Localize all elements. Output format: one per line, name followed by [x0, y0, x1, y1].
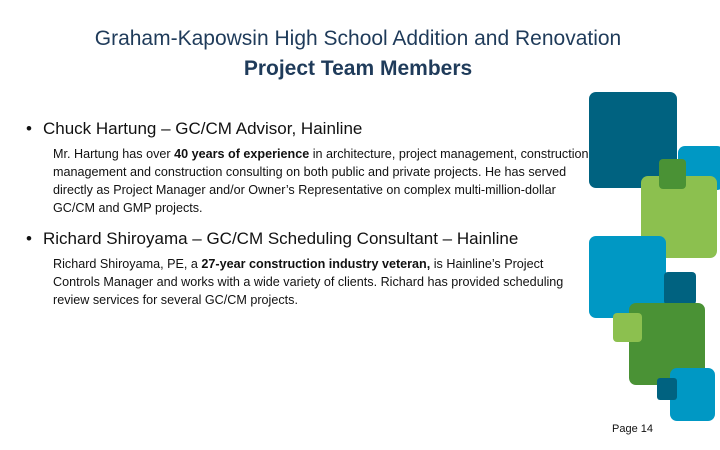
text: Mr. Hartung has over [53, 147, 175, 161]
member-description [53, 255, 593, 309]
square-decoration [657, 378, 677, 400]
square-decoration [613, 313, 642, 342]
bullet-icon: • [26, 229, 32, 248]
bullet-icon: • [26, 119, 32, 138]
text: Richard Shiroyama, PE, a [53, 257, 202, 271]
square-decoration [659, 159, 686, 189]
slide-title [0, 24, 716, 84]
text: in architecture, project management, construction management and construction consulting on both public and private projects. He has served directly as Project Manager and/or Owner’s Representative on complex multi-million-dollar GC/CM and GMP projects. [53, 147, 589, 215]
square-decoration [664, 272, 696, 305]
bold-text: 27-year construction industry veteran, [201, 257, 431, 271]
member-description [53, 145, 593, 217]
bold-text: 40 years of experience [174, 147, 310, 161]
member-name: Richard Shiroyama – GC/CM Scheduling Consultant – Hainline [43, 229, 519, 248]
member-name: Chuck Hartung – GC/CM Advisor, Hainline [43, 119, 363, 138]
page-number: Page 14 [612, 423, 653, 435]
text: is Hainline’s Project Controls Manager and works with a wide variety of clients. Richard has provided scheduling review services for several GC/CM projects. [53, 257, 564, 307]
title-line-1: Graham-Kapowsin High School Addition and Renovation [94, 27, 622, 50]
title-line-2: Project Team Members [243, 57, 473, 80]
